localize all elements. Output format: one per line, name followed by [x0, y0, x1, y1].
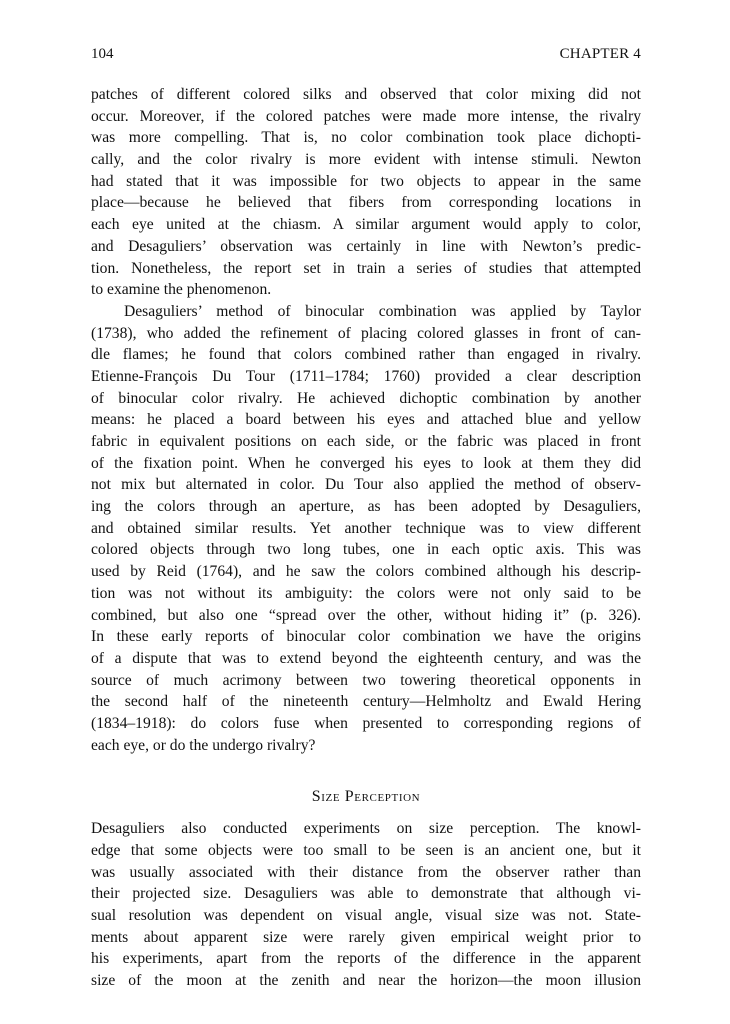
- chapter-label: CHAPTER 4: [559, 46, 641, 62]
- text-line: his experiments, apart from the reports of the difference in the apparent: [91, 950, 641, 968]
- text-line: had stated that it was impossible for two objects to appear in the same: [91, 172, 641, 190]
- text-line: tion. Nonetheless, the report set in train a series of studies that attempted: [91, 259, 641, 277]
- text-line: fabric in equivalent positions on each side, or the fabric was placed in front: [91, 433, 641, 450]
- text-line: size of the moon at the zenith and near the horizon—the moon illusion: [91, 972, 641, 990]
- text-line: to examine the phenomenon.: [91, 281, 272, 299]
- text-line: tion was not without its ambiguity: the colors were not only said to be: [91, 584, 641, 602]
- text-line: colored objects through two long tubes, one in each optic axis. This was: [91, 541, 641, 559]
- text-line: of a dispute that was to extend beyond the eighteenth century, and was the: [91, 649, 641, 667]
- text-line: patches of different colored silks and observed that color mixing did not: [91, 86, 641, 103]
- text-line: means: he placed a board between his eyes and attached blue and yellow: [91, 411, 641, 429]
- text-line: their projected size. Desaguliers was able to demonstrate that although vi-: [91, 885, 641, 903]
- text-line: dle flames; he found that colors combined rather than engaged in rivalry.: [91, 346, 641, 364]
- text-line: each eye, or do the undergo rivalry?: [91, 736, 316, 754]
- text-line: place—because he believed that fibers from corresponding locations in: [91, 194, 641, 212]
- paragraph-1: [91, 84, 641, 301]
- text-line: ments about apparent size were rarely given empirical weight prior to: [91, 928, 641, 946]
- page-number: 104: [91, 46, 114, 62]
- paragraph-2: [91, 301, 641, 756]
- text-line: not mix but alternated in color. Du Tour also applied the method of observ-: [91, 476, 641, 494]
- text-line: sual resolution was dependent on visual angle, visual size was not. State-: [91, 907, 641, 925]
- text-line: occur. Moreover, if the colored patches were made more intense, the rivalry: [91, 107, 641, 125]
- paragraph-3: [91, 818, 641, 992]
- text-line: ing the colors through an aperture, as has been adopted by Desaguliers,: [91, 498, 641, 516]
- section-heading: Size Perception: [311, 788, 421, 806]
- body-text: [91, 84, 641, 992]
- text-line: was usually associated with their distance from the observer rather than: [91, 863, 641, 881]
- text-line: (1738), who added the refinement of placing colored glasses in front of can-: [91, 324, 641, 342]
- text-line: of the fixation point. When he converged his eyes to look at them they did: [91, 454, 641, 472]
- text-line: In these early reports of binocular color combination we have the origins: [91, 628, 641, 646]
- text-line: the second half of the nineteenth century—Helmholtz and Ewald Hering: [91, 693, 641, 711]
- text-line: source of much acrimony between two towering theoretical opponents in: [91, 671, 641, 689]
- text-line: edge that some objects were too small to be seen is an ancient one, but it: [91, 842, 641, 859]
- text-line: was more compelling. That is, no color combination took place dichopti-: [91, 129, 641, 147]
- text-line: and Desaguliers’ observation was certainly in line with Newton’s predic-: [91, 237, 641, 255]
- text-line: used by Reid (1764), and he saw the colors combined although his descrip-: [91, 563, 641, 581]
- text-line: of binocular color rivalry. He achieved dichoptic combination by another: [91, 389, 641, 407]
- text-line: combined, but also one “spread over the other, without hiding it” (p. 326).: [91, 606, 641, 624]
- text-line: cally, and the color rivalry is more evident with intense stimuli. Newton: [91, 151, 641, 169]
- text-line: Desaguliers also conducted experiments on size perception. The knowl-: [91, 820, 641, 838]
- text-line: each eye united at the chiasm. A similar argument would apply to color,: [91, 216, 641, 234]
- text-line: Desaguliers’ method of binocular combination was applied by Taylor: [124, 302, 641, 320]
- text-line: and obtained similar results. Yet another technique was to view different: [91, 519, 641, 537]
- section-spacer: [91, 756, 641, 775]
- running-head: [91, 44, 641, 64]
- text-line: Etienne-François Du Tour (1711–1784; 1760) provided a clear description: [91, 367, 641, 385]
- text-line: (1834–1918): do colors fuse when presented to corresponding regions of: [91, 714, 641, 732]
